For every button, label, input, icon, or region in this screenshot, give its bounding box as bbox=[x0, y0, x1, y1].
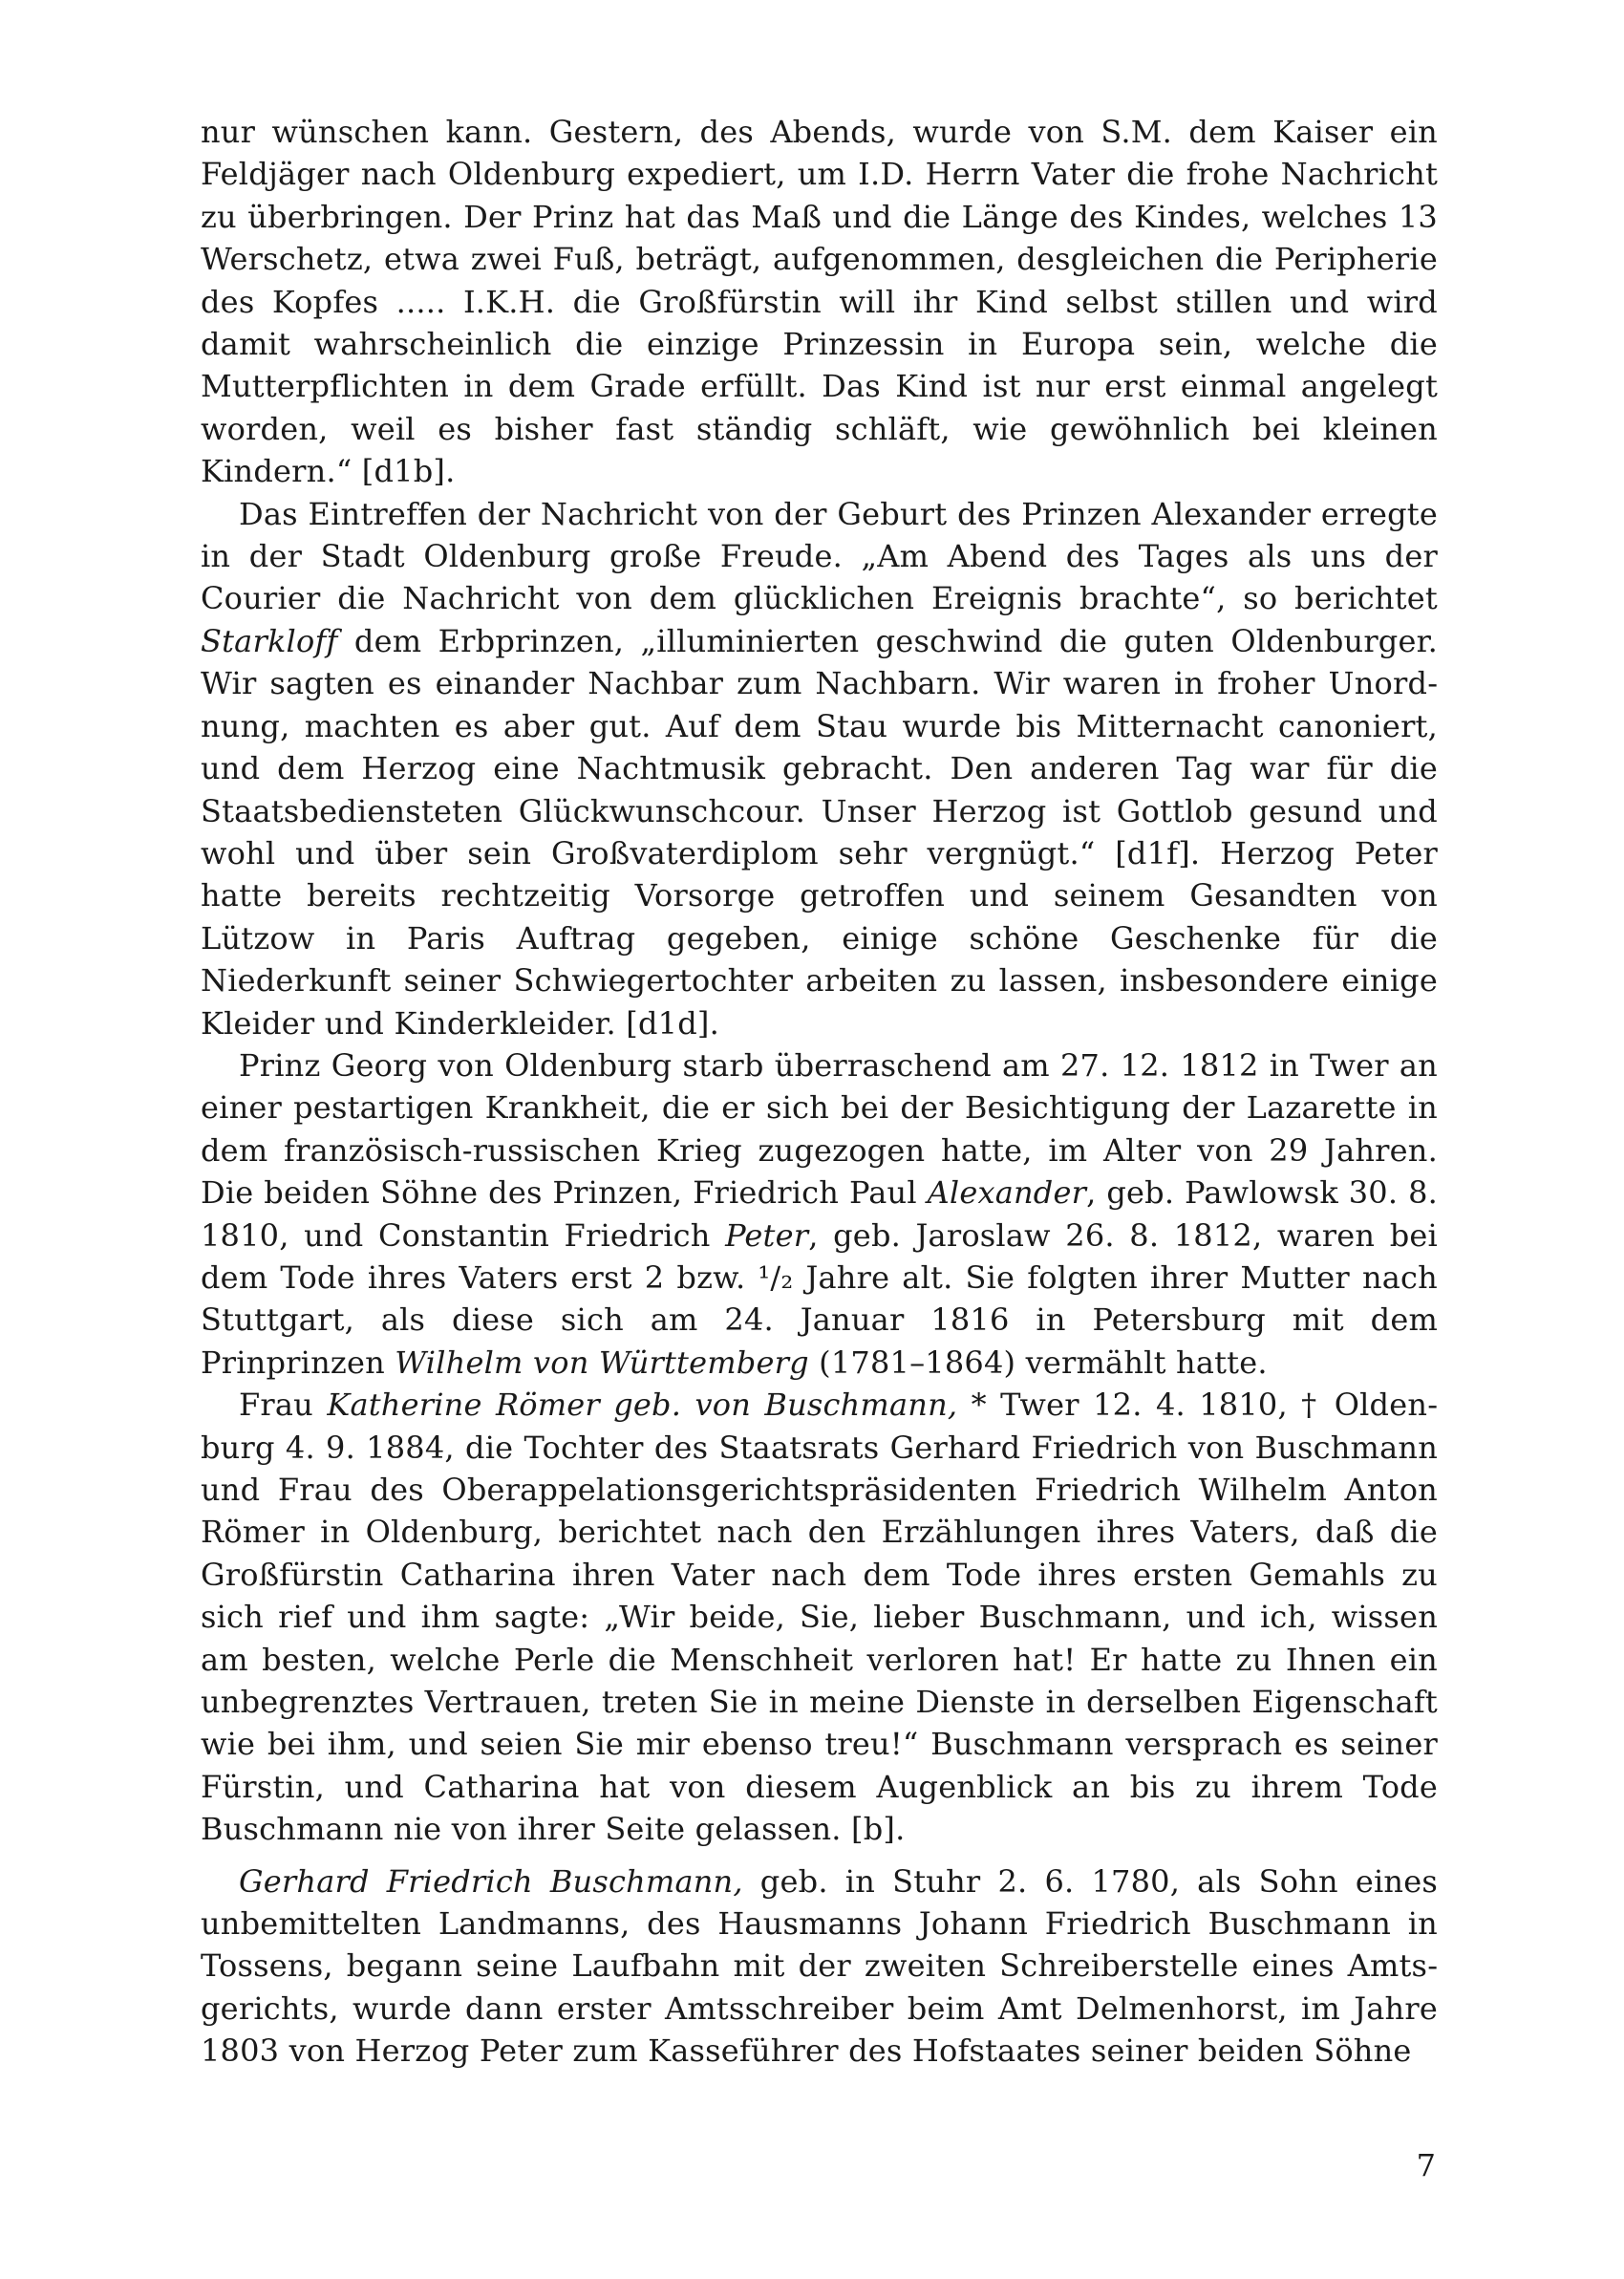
page-number: 7 bbox=[1416, 2147, 1436, 2183]
paragraph-text: , geb. Jaroslaw 26. 8. 1812, waren bei dem Tode ihres Vaters erst 2 bzw. ¹/₂ Jahre alt. Sie folgten ihrer Mutter nach Stuttgart, als diese sich am 24. Januar 1816 in Petersburg mit dem Prinprinzen bbox=[201, 1216, 1438, 1381]
paragraph-1 bbox=[201, 111, 1438, 493]
paragraph-text: geb. in Stuhr 2. 6. 1780, als Sohn eines unbemittelten Landmanns, des Hausmanns Johann Friedrich Buschmann in Tossens, begann seine Laufbahn mit der zweiten Schreiberstelle eines Amtsgerichts, wurde dann erster Amtsschreiber beim Amt Delmenhorst, im Jahre 1803 von Herzog Peter zum Kasseführer des Hofstaates seiner beiden Söhne bbox=[201, 1862, 1438, 2070]
italic-name: Wilhelm von Württemberg bbox=[395, 1344, 809, 1381]
paragraph-4 bbox=[201, 1384, 1438, 1850]
paragraph-text: dem Erbprinzen, „illuminierten geschwind die guten Oldenburger. Wir sagten es einander Nachbar zum Nachbarn. Wir waren in froher Unordnung, machten es aber gut. Auf dem Stau wurde bis Mitternacht canoniert, und dem Herzog eine Nachtmusik gebracht. Den anderen Tag war für die Staatsbediensteten Glückwunschcour. Unser Herzog ist Gottlob gesund und wohl und über sein Großvaterdiplom sehr vergnügt.“ [d1f]. Herzog Peter hatte bereits rechtzeitig Vorsorge getroffen und seinem Gesandten von Lützow in Paris Auftrag gegeben, einige schöne Geschenke für die Niederkunft seiner Schwiegertochter arbeiten zu lassen, insbesondere einige Kleider und Kinderkleider. [d1d]. bbox=[201, 622, 1438, 1042]
paragraph-text: Frau bbox=[239, 1387, 328, 1424]
paragraph-3 bbox=[201, 1044, 1438, 1384]
italic-name: Peter bbox=[725, 1216, 809, 1254]
paragraph-2 bbox=[201, 493, 1438, 1044]
paragraph-text: nur wünschen kann. Gestern, des Abends, wurde von S.M. dem Kaiser ein Feldjäger nach Oldenburg expediert, um I.D. Herrn Vater die frohe Nachricht zu überbringen. Der Prinz hat das Maß und die Länge des Kindes, welches 13 Werschetz, etwa zwei Fuß, beträgt, aufgenommen, desgleichen die Peripherie des Kopfes ..... I.K.H. die Großfürstin will ihr Kind selbst stillen und wird damit wahrscheinlich die einzige Prinzessin in Europa sein, welche die Mutterpflichten in dem Grade erfüllt. Das Kind ist nur erst einmal angelegt worden, weil es bisher fast ständig schläft, wie gewöhnlich bei kleinen Kindern.“ [d1b]. bbox=[201, 114, 1438, 490]
italic-name: Starkloff bbox=[201, 622, 338, 659]
paragraph-text: , geb. Pawlowsk 30. 8. 1810, und Constantin Friedrich bbox=[201, 1174, 1438, 1254]
italic-name: Katherine Römer geb. von Buschmann, bbox=[327, 1387, 958, 1424]
page-body bbox=[201, 111, 1438, 2073]
italic-name: Alexander bbox=[927, 1174, 1087, 1212]
paragraph-text: * Twer 12. 4. 1810, † Oldenburg 4. 9. 1884, die Tochter des Staatsrats Gerhard Friedrich von Buschmann und Frau des Oberappelationsgerichtspräsidenten Friedrich Wilhelm Anton Römer in Oldenburg, berichtet nach den Erzählungen ihres Vaters, daß die Großfürstin Catharina ihren Vater nach dem Tode ihres ersten Gemahls zu sich rief und ihm sagte: „Wir beide, Sie, lieber Buschmann, und ich, wissen am besten, welche Perle die Menschheit verloren hat! Er hatte zu Ihnen ein unbegrenztes Vertrauen, treten Sie in meine Dienste in derselben Eigenschaft wie bei ihm, und seien Sie mir ebenso treu!“ Buschmann versprach es seiner Fürstin, und Catharina hat von diesem Augenblick an bis zu ihrem Tode Buschmann nie von ihrer Seite gelassen. [b]. bbox=[201, 1387, 1439, 1848]
paragraph-5 bbox=[201, 1860, 1438, 2073]
paragraph-text: (1781–1864) vermählt hatte. bbox=[808, 1344, 1268, 1381]
paragraph-text: Prinz Georg von Oldenburg starb überraschend am 27. 12. 1812 in Twer an einer pestartigen Krankheit, die er sich bei der Besichtigung der Lazarette in dem französisch-russischen Krieg zugezogen hatte, im Alter von 29 Jahren. Die beiden Söhne des Prinzen, Friedrich Paul bbox=[201, 1046, 1438, 1212]
paragraph-text: Das Eintreffen der Nachricht von der Geburt des Prinzen Alexander erregte in der Stadt Oldenburg große Freude. „Am Abend des Tages als uns der Courier die Nachricht von dem glücklichen Ereignis brachte“, so berichtet bbox=[201, 495, 1438, 617]
italic-name: Gerhard Friedrich Buschmann, bbox=[239, 1862, 743, 1900]
